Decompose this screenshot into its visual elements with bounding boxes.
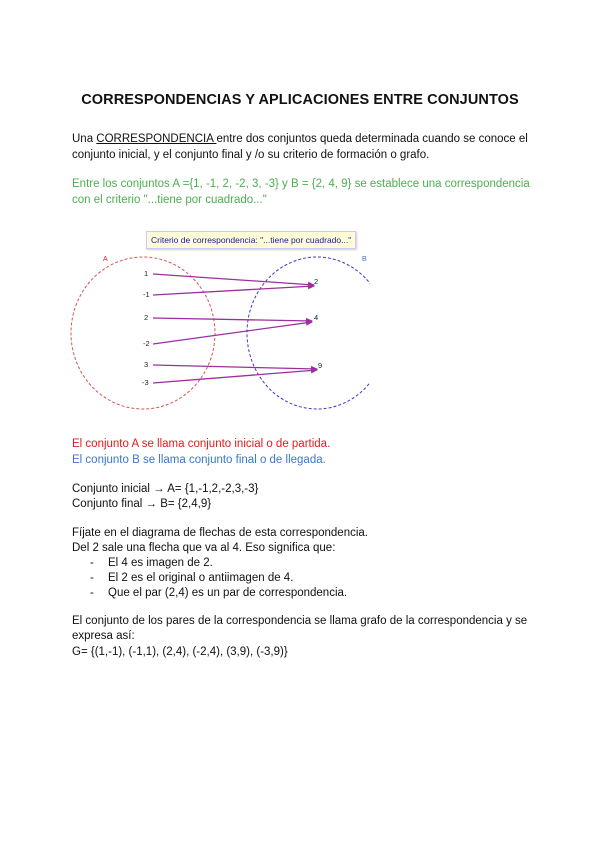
- set-a-element: 2: [144, 313, 149, 322]
- criteria-label-box: Criterio de correspondencia: "...tiene por cuadrado...": [146, 231, 356, 249]
- set-a-element: -2: [143, 339, 150, 348]
- diagram-svg: [70, 225, 370, 420]
- final-set-line: Conjunto final → B= {2,4,9}: [72, 498, 212, 510]
- set-a-element: 3: [144, 360, 149, 369]
- list-item: - El 2 es el original o antiimagen de 4.: [90, 572, 294, 584]
- example-paragraph: Entre los conjuntos A ={1, -1, 2, -2, 3, -3} y B = {2, 4, 9} se establece una correspondencia con el criterio "...tiene por cuadrado...": [72, 178, 530, 206]
- list-item-text: El 2 es el original o antiimagen de 4.: [108, 572, 294, 584]
- arrow-neg3-to-9: [153, 370, 317, 383]
- arrow-neg1-to-2: [153, 286, 314, 295]
- set-b-label: B: [362, 256, 367, 263]
- intro-text-end: entre dos conjuntos queda determinada cuando se conoce el conjunto inicial, y el conjunto final y /o su criterio de formación o grafo.: [72, 133, 528, 161]
- arrow-3-to-9: [153, 365, 317, 369]
- arrow-2-to-4: [153, 318, 312, 321]
- list-item: - Que el par (2,4) es un par de correspondencia.: [90, 587, 348, 599]
- set-a-element: -1: [143, 290, 150, 299]
- arrow-1-to-2: [153, 274, 314, 285]
- set-b-element: 9: [318, 361, 323, 370]
- set-a-element: -3: [142, 378, 149, 387]
- graph-paragraph: El conjunto de los pares de la correspondencia se llama grafo de la correspondencia y se expresa así:: [72, 615, 528, 642]
- bullet-list: [72, 556, 347, 601]
- arrow-intro-line-1: Fíjate en el diagrama de flechas de esta correspondencia.: [72, 527, 368, 539]
- initial-set-note: El conjunto A se llama conjunto inicial o de partida.: [72, 438, 331, 450]
- list-item: - El 4 es imagen de 2.: [90, 557, 213, 569]
- graph-set-line: G= {(1,-1), (-1,1), (2,4), (-2,4), (3,9), (-3,9)}: [72, 646, 288, 658]
- initial-set-line: Conjunto inicial → A= {1,-1,2,-2,3,-3}: [72, 483, 259, 495]
- intro-paragraph: [72, 131, 532, 163]
- set-b-element: 2: [314, 277, 319, 286]
- set-b-ellipse: [247, 257, 370, 409]
- arrow-intro-line-2: Del 2 sale una flecha que va al 4. Eso significa que:: [72, 542, 336, 554]
- list-item-text: Que el par (2,4) es un par de correspondencia.: [108, 587, 348, 599]
- set-a-label: A: [103, 256, 108, 263]
- final-set-note: El conjunto B se llama conjunto final o de llegada.: [72, 454, 326, 466]
- set-a-element: 1: [144, 269, 149, 278]
- arrow-diagram: [70, 225, 370, 420]
- intro-text-start: Una: [72, 133, 97, 145]
- intro-term: CORRESPONDENCIA: [96, 133, 217, 145]
- set-b-element: 4: [314, 313, 319, 322]
- arrow-neg2-to-4: [153, 322, 312, 344]
- page-title: CORRESPONDENCIAS Y APLICACIONES ENTRE CONJUNTOS: [81, 92, 519, 108]
- list-item-text: El 4 es imagen de 2.: [108, 557, 213, 569]
